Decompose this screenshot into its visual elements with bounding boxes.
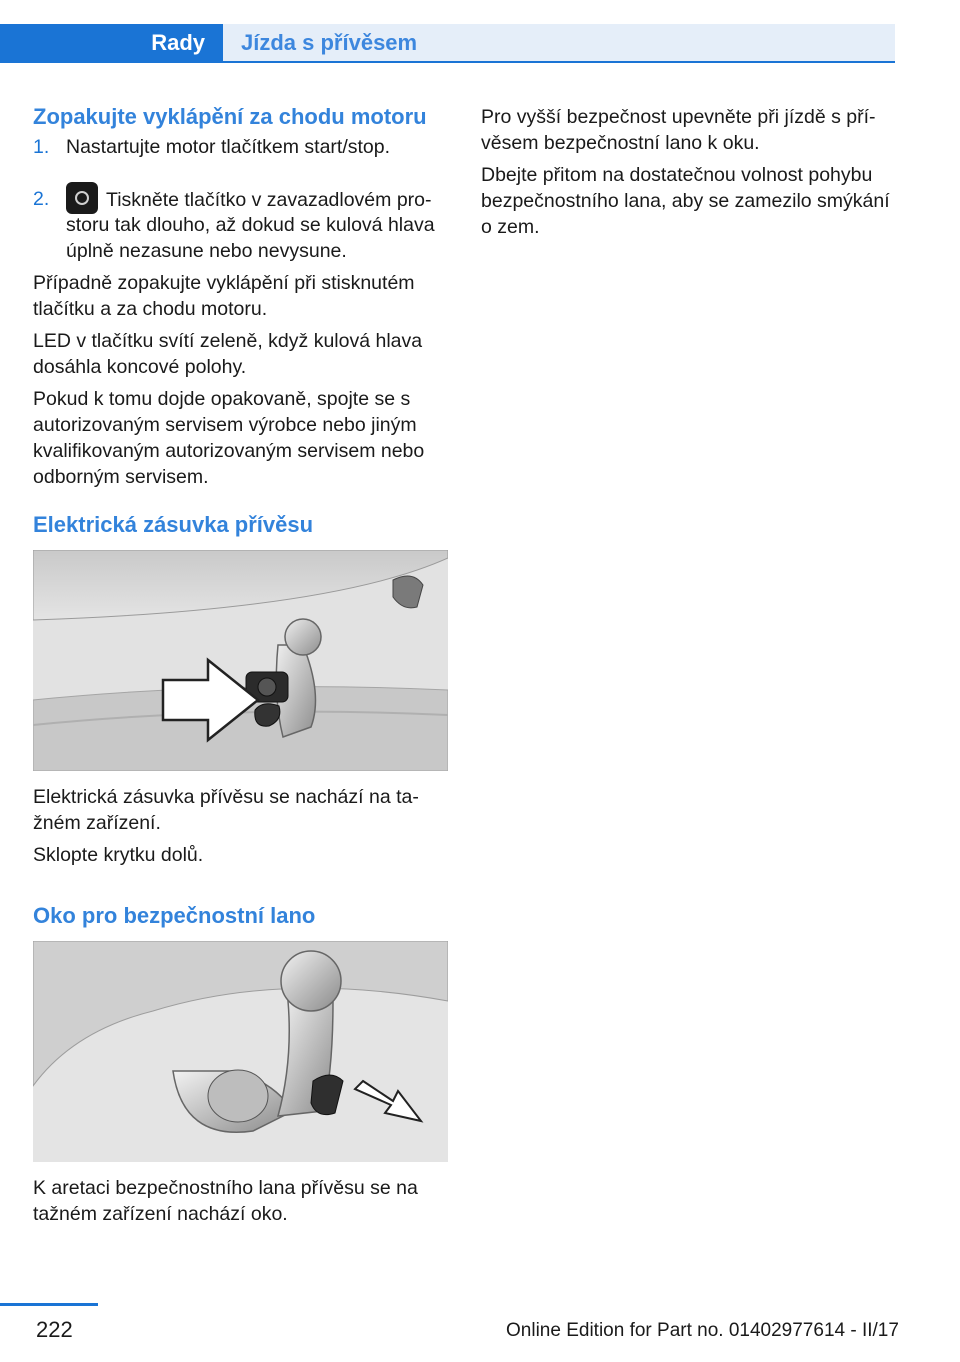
paragraph-1-line-1: Případně zopakujte vyklápění při stisknutém xyxy=(33,272,415,294)
paragraph-3-line-4: odborným servisem. xyxy=(33,466,209,488)
caption-eye-line-2: tažném zařízení nachází oko. xyxy=(33,1203,288,1225)
right-paragraph-1-line-1: Pro vyšší bezpečnost upevněte při jízdě s pří‐ xyxy=(481,106,876,128)
step-2-line-1 xyxy=(66,182,432,214)
tab-jizda-s-privesem[interactable]: Jízda s přívěsem xyxy=(223,24,895,62)
page-header xyxy=(0,0,895,64)
paragraph-3-line-1: Pokud k tomu dojde opakovaně, spojte se s xyxy=(33,388,411,410)
tow-hitch-button-icon xyxy=(66,182,98,214)
paragraph-1-line-2: tlačítku a za chodu motoru. xyxy=(33,298,268,320)
paragraph-3-line-3: kvalifikovaným autorizovaným servisem nebo xyxy=(33,440,425,462)
caption-eye-line-1: K aretaci bezpečnostního lana přívěsu se na xyxy=(33,1177,418,1199)
trailer-socket-illustration xyxy=(33,550,448,771)
step-2-line-2: storu tak dlouho, až dokud se kulová hlava xyxy=(66,214,435,236)
step-1-text: Nastartujte motor tlačítkem start/stop. xyxy=(66,136,391,158)
caption-socket-instruction: Sklopte krytku dolů. xyxy=(33,844,204,866)
step-number-2: 2. xyxy=(33,188,50,210)
section-title-vyklapeni: Zopakujte vyklápění za chodu motoru xyxy=(33,104,427,129)
paragraph-3-line-2: autorizovaným servisem výrobce nebo jiným xyxy=(33,414,417,436)
figure-trailer-socket xyxy=(33,550,448,771)
paragraph-2-line-2: dosáhla koncové polohy. xyxy=(33,356,247,378)
section-title-zasuvka: Elektrická zásuvka přívěsu xyxy=(33,512,314,537)
right-paragraph-2-line-1: Dbejte přitom na dostatečnou volnost pohybu xyxy=(481,164,873,186)
edition-text: Online Edition for Part no. 01402977614 - II/17 xyxy=(506,1320,899,1341)
right-paragraph-2-line-2: bezpečnostního lana, aby se zamezilo smýkání xyxy=(481,190,890,212)
right-paragraph-2-line-3: o zem. xyxy=(481,216,540,238)
right-paragraph-1-line-2: věsem bezpečnostní lano k oku. xyxy=(481,132,760,154)
step-2-text-1: Tiskněte tlačítko v zavazadlovém pro‐ xyxy=(106,189,432,211)
section-title-oko: Oko pro bezpečnostní lano xyxy=(33,903,316,928)
header-divider xyxy=(0,61,895,63)
page-number: 222 xyxy=(36,1317,73,1342)
footer-divider xyxy=(0,1303,98,1306)
caption-socket-line-2: žném zařízení. xyxy=(33,812,161,834)
step-number-1: 1. xyxy=(33,136,50,158)
figure-safety-eye xyxy=(33,941,448,1162)
step-2-line-3: úplně nezasune nebo nevysune. xyxy=(66,240,347,262)
tab-rady[interactable]: Rady xyxy=(0,24,223,62)
safety-eye-illustration xyxy=(33,941,448,1162)
paragraph-2-line-1: LED v tlačítku svítí zeleně, když kulová hlava xyxy=(33,330,423,352)
caption-socket-line-1: Elektrická zásuvka přívěsu se nachází na ta‐ xyxy=(33,786,419,808)
